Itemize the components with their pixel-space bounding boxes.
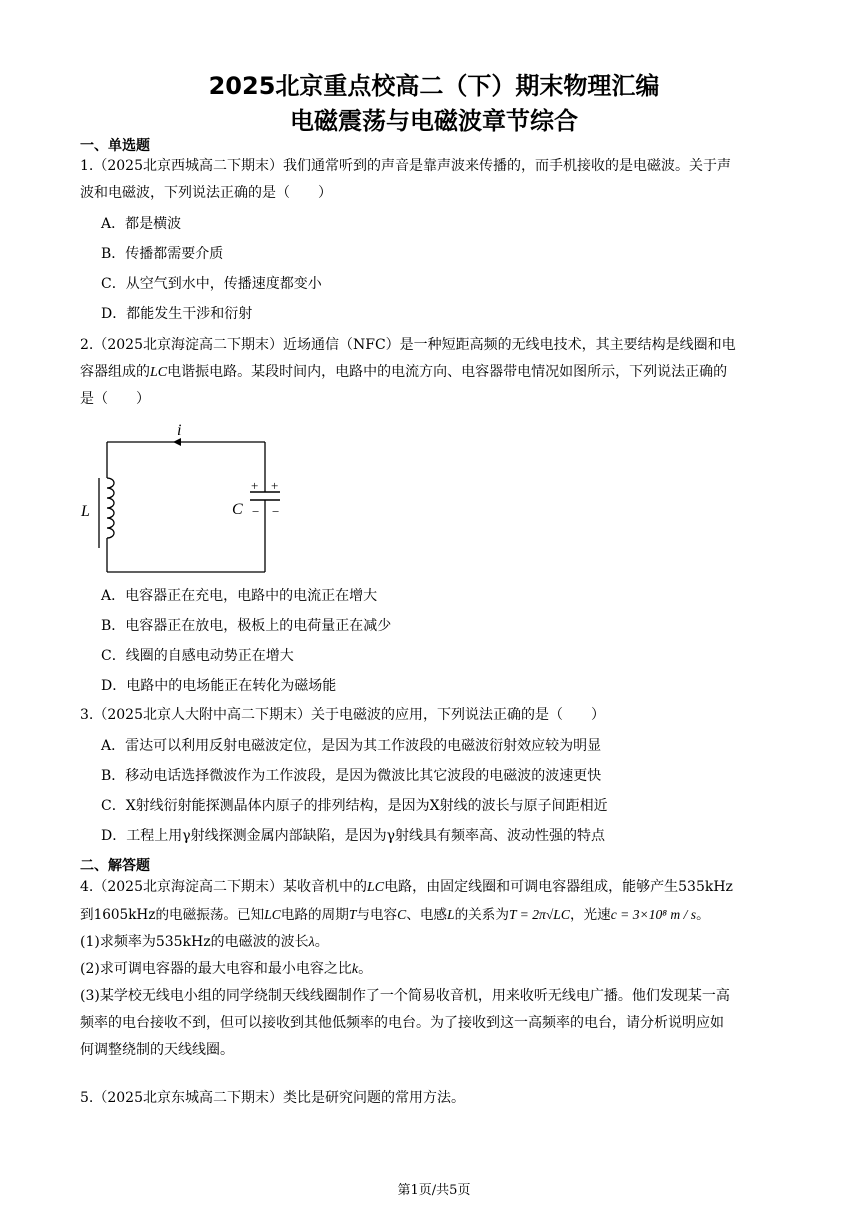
q2-option-b: B．电容器正在放电，极板上的电荷量正在减少 <box>101 618 392 634</box>
inductor-label: L <box>81 503 90 520</box>
period-formula: T = 2π√LC <box>508 907 570 922</box>
capacitor-minus-left: − <box>252 504 260 519</box>
page-footer: 第1页/共5页 <box>397 1183 471 1198</box>
question-5: 5.（2025北京东城高二下期末）类比是研究问题的常用方法。 <box>80 1090 465 1106</box>
capacitor-label: C <box>232 501 243 518</box>
question-1-line-1: 1.（2025北京西城高二下期末）我们通常听到的声音是靠声波来传播的，而手机接收的是电磁波。关于声 <box>80 158 731 174</box>
question-4-sub-3-line-2: 频率的电台接收不到，但可以接收到其他低频率的电台。为了接收到这一高频率的电台，请分析说明应如 <box>80 1015 724 1031</box>
current-label: i <box>177 422 182 439</box>
light-speed: c = 3×10⁸ m / s <box>610 907 697 922</box>
question-1-line-2: 波和电磁波，下列说法正确的是（ ） <box>80 185 332 201</box>
question-2-line-2: 容器组成的LC电谐振电路。某段时间内，电路中的电流方向、电容器带电情况如图所示，下列说法正确的 <box>80 364 728 380</box>
current-arrow-icon <box>173 438 181 446</box>
question-4 <box>80 874 792 1064</box>
q1-option-b: B．传播都需要介质 <box>101 246 224 262</box>
question-2 <box>80 332 792 413</box>
q3-option-c: C．X射线衍射能探测晶体内原子的排列结构，是因为X射线的波长与原子间距相近 <box>101 798 608 814</box>
question-1 <box>80 153 792 207</box>
q1-option-a: A．都是横波 <box>101 216 182 232</box>
question-2-line-1: 2.（2025北京海淀高二下期末）近场通信（NFC）是一种短距高频的无线电技术，其主要结构是线圈和电 <box>80 337 736 353</box>
question-4-sub-2: (2)求可调电容器的最大电容和最小电容之比k。 <box>80 961 373 977</box>
question-4-sub-3-line-1: (3)某学校无线电小组的同学绕制天线线圈制作了一个简易收音机，用来收听无线电广播。他们发现某一高 <box>80 988 730 1004</box>
q1-option-c: C．从空气到水中，传播速度都变小 <box>101 276 322 292</box>
q1-option-d: D．都能发生干涉和衍射 <box>101 306 253 322</box>
lc-circuit-diagram <box>75 420 295 580</box>
question-4-line-2: 到1605kHz的电磁振荡。已知LC电路的周期T与电容C、电感L的关系为T = 2π√LC，光速c = 3×10⁸ m / s。 <box>80 907 710 923</box>
q3-option-a: A．雷达可以利用反射电磁波定位，是因为其工作波段的电磁波衍射效应较为明显 <box>101 738 602 754</box>
question-4-line-1: 4.（2025北京海淀高二下期末）某收音机中的LC电路，由固定线圈和可调电容器组成，能够产生535kHz <box>80 879 733 895</box>
question-4-sub-3-line-3: 何调整绕制的天线线圈。 <box>80 1042 234 1058</box>
question-2-line-3: 是（ ） <box>80 391 150 407</box>
q2-option-d: D．电路中的电场能正在转化为磁场能 <box>101 678 337 694</box>
capacitor-plus-right: + <box>271 478 279 493</box>
q3-option-d: D．工程上用γ射线探测金属内部缺陷，是因为γ射线具有频率高、波动性强的特点 <box>101 828 605 844</box>
page-title: 2025北京重点校高二（下）期末物理汇编 <box>208 72 660 100</box>
q2-option-a: A．电容器正在充电，电路中的电流正在增大 <box>101 588 378 604</box>
q2-option-c: C．线圈的自感电动势正在增大 <box>101 648 294 664</box>
question-4-sub-1: (1)求频率为535kHz的电磁波的波长λ。 <box>80 934 329 950</box>
capacitor-plus-left: + <box>251 478 259 493</box>
section-single-choice: 一、单选题 <box>80 138 150 154</box>
capacitor-minus-right: − <box>272 504 280 519</box>
section-answer: 二、解答题 <box>80 858 150 874</box>
q3-option-b: B．移动电话选择微波作为工作波段，是因为微波比其它波段的电磁波的波速更快 <box>101 768 602 784</box>
page-subtitle: 电磁震荡与电磁波章节综合 <box>290 107 578 135</box>
question-3: 3.（2025北京人大附中高二下期末）关于电磁波的应用，下列说法正确的是（ ） <box>80 707 605 723</box>
